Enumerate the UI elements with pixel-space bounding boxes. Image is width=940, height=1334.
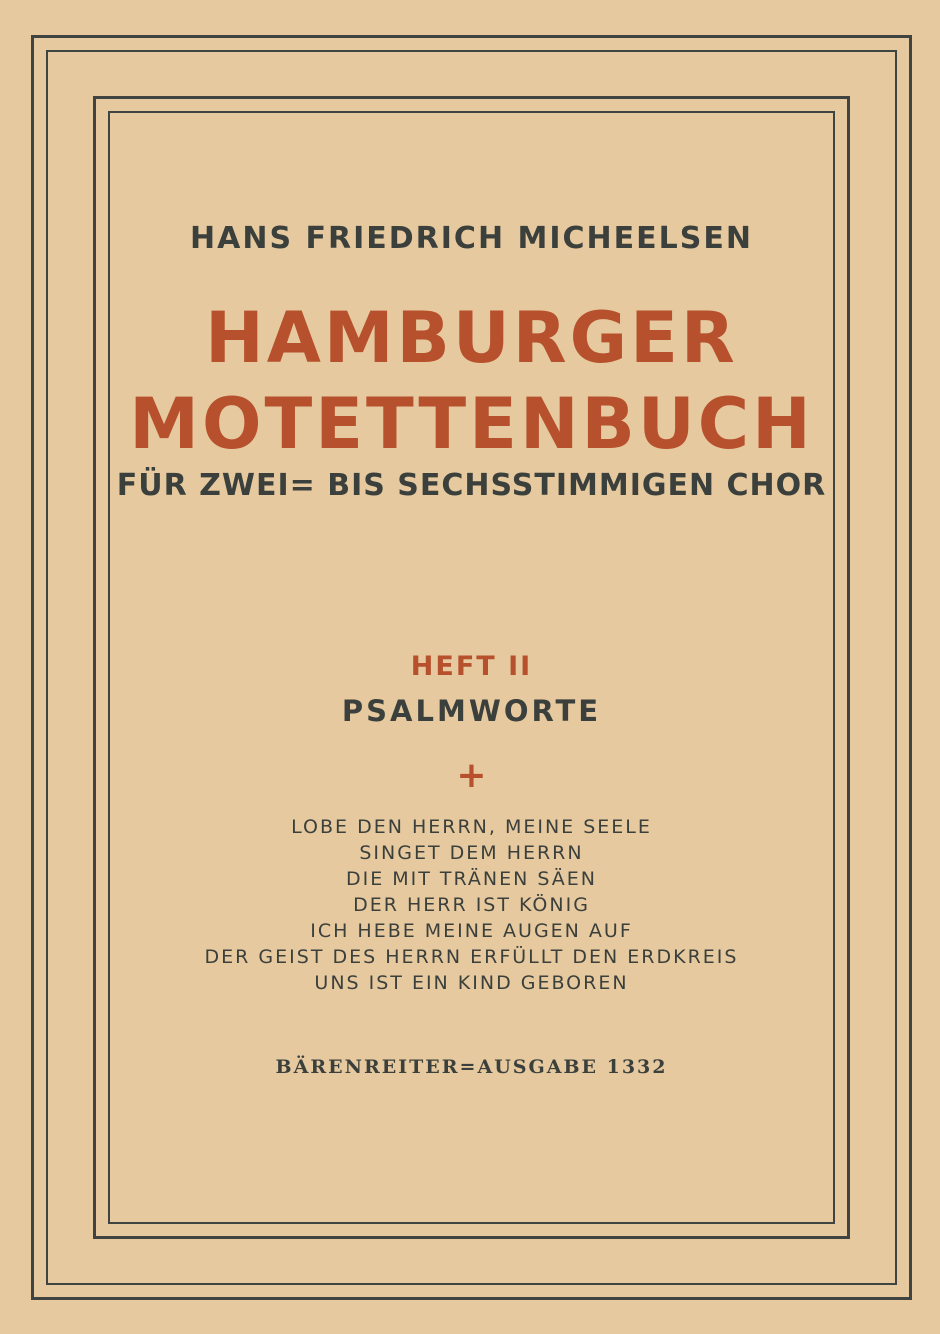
contents-item: DER GEIST DES HERRN ERFÜLLT DEN ERDKREIS — [204, 946, 739, 968]
title-line-1: HAMBURGER — [205, 297, 738, 379]
volume-label: HEFT II — [410, 651, 533, 682]
edition-number: BÄRENREITER=AUSGABE 1332 — [275, 1056, 668, 1078]
contents-item: UNS IST EIN KIND GEBOREN — [314, 972, 629, 994]
title-line-2: MOTETTENBUCH — [129, 383, 814, 465]
contents-list — [108, 814, 835, 996]
contents-item: DER HERR IST KÖNIG — [353, 894, 590, 916]
contents-item: ICH HEBE MEINE AUGEN AUF — [310, 920, 633, 942]
author-name: HANS FRIEDRICH MICHEELSEN — [190, 221, 753, 256]
cross-icon: + — [456, 755, 487, 796]
contents-item: SINGET DEM HERRN — [359, 842, 584, 864]
contents-item: DIE MIT TRÄNEN SÄEN — [345, 868, 598, 890]
subtitle: FÜR ZWEI= BIS SECHSSTIMMIGEN CHOR — [116, 468, 827, 503]
volume-title: PSALMWORTE — [341, 694, 602, 728]
contents-item: LOBE DEN HERRN, MEINE SEELE — [291, 816, 652, 838]
cover-content — [108, 111, 835, 1224]
